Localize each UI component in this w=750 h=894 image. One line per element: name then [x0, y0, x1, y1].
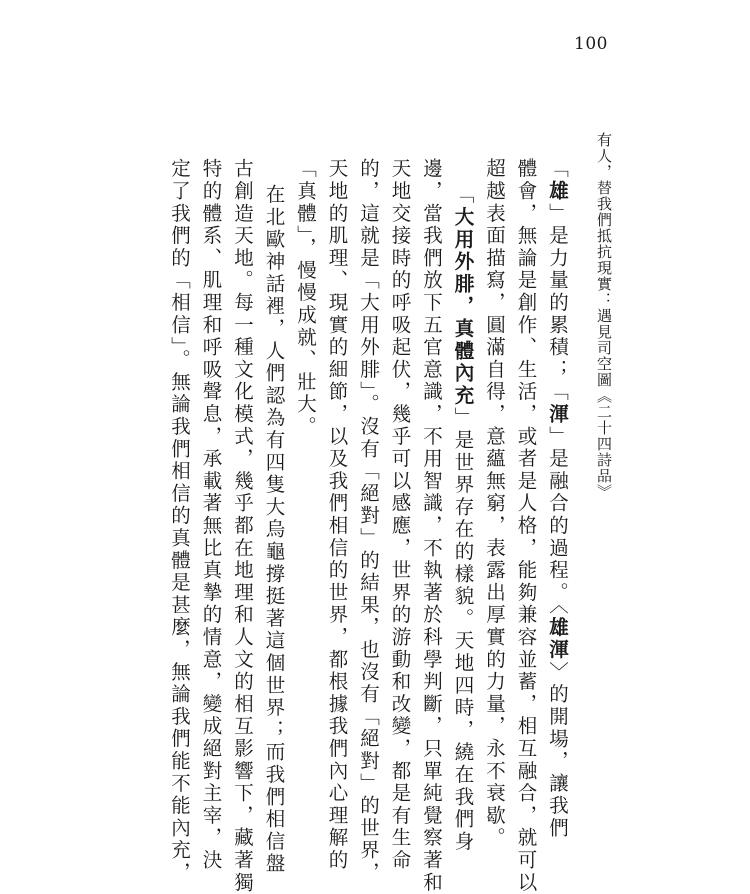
- text-column: [230, 158, 254, 894]
- bold-phrase: 雄: [546, 180, 569, 203]
- text-column: [451, 184, 475, 853]
- text-run: 」是力量的累積；「: [546, 202, 569, 404]
- text-column: [167, 158, 191, 884]
- text-run: 天地的肌理、現實的細節，以及我們相信的世界，都根據我們內心理解的: [325, 158, 349, 872]
- text-column: [262, 184, 286, 875]
- text-run: 超越表面描寫，圓滿自得，意蘊無窮，表露出厚實的力量，永不衰歇。: [483, 158, 506, 850]
- text-run: 體會，無論是創作、生活，或者是人格，能夠兼容並蓄，相互融合，就可以: [514, 158, 538, 894]
- text-column: [419, 158, 443, 894]
- text-column: [482, 158, 506, 849]
- text-run: 」是融合的過程。〈: [546, 425, 569, 617]
- bold-phrase: 大用外腓，真體內充: [451, 206, 475, 408]
- text-run: 〉的開場，讓我們: [546, 661, 569, 840]
- text-run: 「: [451, 184, 475, 207]
- text-column: [293, 158, 317, 438]
- text-run: 古創造天地。每一種文化模式，幾乎都在地理和人文的相互影響下，藏著獨: [231, 158, 254, 894]
- text-run: 「: [546, 158, 569, 181]
- page-number: 100: [574, 34, 608, 54]
- bold-phrase: 雄渾: [546, 616, 569, 662]
- bold-phrase: 渾: [546, 403, 569, 426]
- text-run: 」是世界存在的樣貌。天地四時，繞在我們身: [451, 407, 475, 854]
- text-column: [325, 158, 349, 872]
- text-column: [514, 158, 538, 894]
- text-run: 「真體」，慢慢成就、壯大。: [294, 158, 317, 439]
- text-run: 邊，當我們放下五官意識，不用智識，不執著於科學判斷，只單純覺察著和: [420, 158, 443, 894]
- text-run: 在北歐神話裡，人們認為有四隻大烏龜撐挺著這個世界；而我們相信盤: [262, 184, 286, 876]
- text-run: 的，這就是「大用外腓」。沒有「絕對」的結果，也沒有「絕對」的世界，: [357, 158, 380, 885]
- text-run: 定了我們的「相信」。無論我們相信的真體是甚麼，無論我們能不能內充，: [168, 158, 191, 885]
- text-run: 天地交接時的呼吸起伏，幾乎可以感應，世界的游動和改變，都是有生命: [388, 158, 412, 872]
- text-column: [199, 158, 223, 872]
- text-run: 特的體系、肌理和呼吸聲息，承載著無比真摯的情意，變成絕對主宰，決: [199, 158, 223, 872]
- text-column: [356, 158, 380, 884]
- text-column: [388, 158, 412, 872]
- running-head: 有人，替我們抵抗現實：遇見司空圖《二十四詩品》: [595, 132, 613, 500]
- text-column: [545, 158, 569, 840]
